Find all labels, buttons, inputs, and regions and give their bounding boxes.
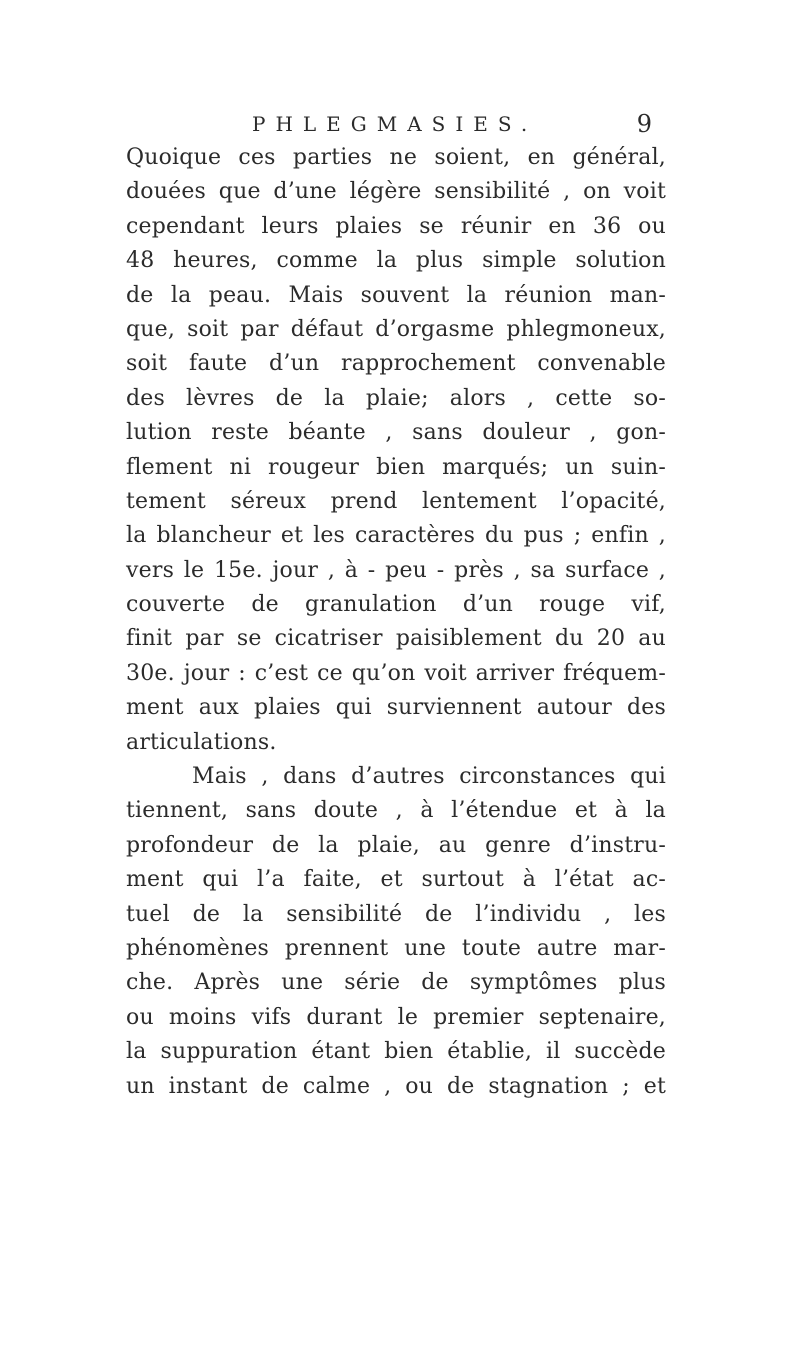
text-line: tiennent, sans doute , à l’étendue et à la	[126, 798, 666, 824]
text-line: vers le 15e. jour , à - peu - près , sa surface ,	[126, 557, 666, 583]
text-line: la blancheur et les caractères du pus ; enfin ,	[126, 523, 666, 549]
text-line: ment qui l’a faite, et surtout à l’état ac-	[126, 867, 666, 893]
body-text	[126, 141, 666, 1104]
text-line: finit par se cicatriser paisiblement du 20 au	[126, 626, 666, 652]
text-line: tement séreux prend lentement l’opacité,	[126, 488, 666, 514]
text-line: soit faute d’un rapprochement convenable	[126, 351, 666, 377]
text-line: profondeur de la plaie, au genre d’instru-	[126, 832, 666, 858]
text-line: couverte de granulation d’un rouge vif,	[126, 592, 666, 618]
text-line: phénomènes prennent une toute autre mar-	[126, 935, 666, 961]
page-number: 9	[636, 110, 652, 138]
text-line: articulations.	[126, 729, 277, 755]
text-line: ou moins vifs durant le premier septenaire,	[126, 1004, 666, 1030]
text-line: 48 heures, comme la plus simple solution	[126, 248, 666, 274]
text-line: la suppuration étant bien établie, il succède	[126, 1039, 666, 1065]
running-title: PHLEGMASIES.	[252, 112, 538, 136]
text-line: 30e. jour : c’est ce qu’on voit arriver fréquem-	[126, 660, 666, 686]
text-line: de la peau. Mais souvent la réunion man-	[126, 282, 666, 308]
text-line: flement ni rougeur bien marqués; un suin-	[126, 454, 666, 480]
text-line: lution reste béante , sans douleur , gon-	[126, 420, 666, 446]
text-line: Quoique ces parties ne soient, en général,	[126, 145, 666, 170]
text-line: tuel de la sensibilité de l’individu , les	[126, 901, 666, 927]
text-line: che. Après une série de symptômes plus	[126, 970, 666, 996]
text-line: des lèvres de la plaie; alors , cette so-	[126, 385, 666, 411]
running-head	[252, 104, 652, 144]
text-line: douées que d’une légère sensibilité , on voit	[126, 179, 666, 205]
text-line: cependant leurs plaies se réunir en 36 ou	[126, 213, 666, 239]
text-line: Mais , dans d’autres circonstances qui	[192, 764, 666, 790]
text-line: que, soit par défaut d’orgasme phlegmoneux,	[126, 316, 666, 342]
text-line: ment aux plaies qui surviennent autour des	[126, 695, 666, 721]
text-line: un instant de calme , ou de stagnation ; et	[126, 1073, 666, 1099]
